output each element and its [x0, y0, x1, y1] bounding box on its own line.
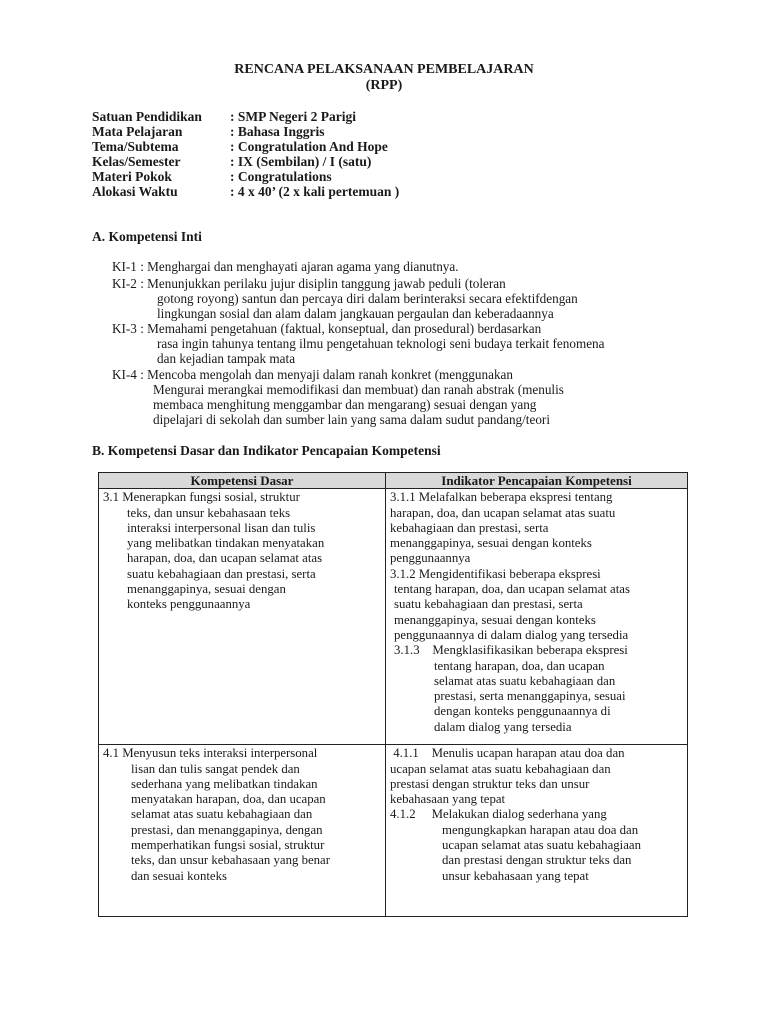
indicator-line: dengan konteks penggunaannya di [434, 704, 611, 719]
identity-value: : Bahasa Inggris [230, 124, 325, 139]
kd-line: sederhana yang melibatkan tindakan [131, 776, 318, 791]
indicator-line: 4.1.2 Melakukan dialog sederhana yang [390, 807, 607, 822]
indicator-line: penggunaannya [390, 551, 471, 566]
identity-value: : 4 x 40’ (2 x kali pertemuan ) [230, 184, 400, 199]
indicator-cell [386, 745, 688, 917]
identity-label: Satuan Pendidikan [92, 109, 202, 124]
indicator-line: harapan, doa, dan ucapan selamat atas suatu [390, 505, 616, 520]
identity-label: Alokasi Waktu [92, 184, 178, 199]
indicator-line: dalam dialog yang tersedia [434, 719, 572, 734]
kd-indicator-table [98, 472, 688, 917]
kd-line: menyatakan harapan, doa, dan ucapan [131, 792, 326, 807]
ki-line: KI-3 : Memahami pengetahuan (faktual, konseptual, dan prosedural) berdasarkan [112, 321, 542, 336]
table-row [99, 745, 688, 917]
identity-label: Mata Pelajaran [92, 124, 183, 139]
kd-line: 3.1 Menerapkan fungsi sosial, struktur [103, 490, 300, 505]
kd-line: suatu kebahagiaan dan prestasi, serta [127, 566, 316, 581]
kd-line: teks, dan unsur kebahasaan teks [127, 505, 291, 520]
section-a-heading: A. Kompetensi Inti [92, 229, 202, 244]
identity-row [92, 139, 388, 154]
identity-row [92, 154, 371, 169]
indicator-line: tentang harapan, doa, dan ucapan [434, 658, 605, 673]
indicator-line: 3.1.3 Mengklasifikasikan beberapa ekspresi [394, 643, 628, 658]
identity-label: Tema/Subtema [92, 139, 179, 154]
table-row [99, 489, 688, 745]
indicator-line: suatu kebahagiaan dan prestasi, serta [394, 597, 583, 612]
ki-line: KI-4 : Mencoba mengolah dan menyaji dalam ranah konkret (menggunakan [112, 367, 513, 382]
column-header-kd: Kompetensi Dasar [99, 473, 386, 489]
indicator-line: selamat atas suatu kebahagiaan dan [434, 673, 616, 688]
ki-line: rasa ingin tahunya tentang ilmu pengetahuan teknologi seni budaya terkait fenomena [157, 336, 605, 351]
kd-line: yang melibatkan tindakan menyatakan [127, 536, 325, 551]
ki-line: gotong royong) santun dan percaya diri dalam berinteraksi secara efektifdengan [157, 291, 578, 306]
indicator-line: kebahagiaan dan prestasi, serta [390, 520, 549, 535]
indicator-line: prestasi dengan struktur teks dan unsur [390, 776, 590, 791]
ki-line: lingkungan sosial dan alam dalam jangkauan pergaulan dan keberadaannya [157, 306, 554, 321]
indicator-line: kebahasaan yang tepat [390, 792, 506, 807]
indicator-line: prestasi, serta menanggapinya, sesuai [434, 689, 626, 704]
indicator-line: 3.1.2 Mengidentifikasi beberapa ekspresi [390, 566, 601, 581]
ki-line: KI-2 : Menunjukkan perilaku jujur disiplin tanggung jawab peduli (toleran [112, 276, 506, 291]
section-b-heading: B. Kompetensi Dasar dan Indikator Pencapaian Kompetensi [92, 443, 441, 458]
identity-row [92, 109, 356, 124]
identity-row [92, 169, 332, 184]
kd-line: dan sesuai konteks [131, 868, 227, 883]
ki-line: membaca menghitung menggambar dan mengarang) sesuai dengan yang [153, 397, 537, 412]
indicator-line: 4.1.1 Menulis ucapan harapan atau doa dan [390, 746, 625, 761]
identity-label: Materi Pokok [92, 169, 172, 184]
identity-value: : IX (Sembilan) / I (satu) [230, 154, 372, 169]
indicator-line: unsur kebahasaan yang tepat [442, 868, 589, 883]
kd-line: selamat atas suatu kebahagiaan dan [131, 807, 313, 822]
table-header-row [99, 473, 688, 489]
identity-row [92, 124, 325, 139]
document-subtitle: (RPP) [365, 78, 403, 93]
column-header-indicator: Indikator Pencapaian Kompetensi [386, 473, 688, 489]
identity-row [92, 184, 399, 199]
indicator-line: tentang harapan, doa, dan ucapan selamat atas [394, 582, 630, 597]
ki-line: dan kejadian tampak mata [157, 351, 296, 366]
identity-value: : Congratulation And Hope [230, 139, 388, 154]
kd-line: prestasi, dan menanggapinya, dengan [131, 822, 323, 837]
identity-value: : SMP Negeri 2 Parigi [230, 109, 356, 124]
indicator-line: penggunaannya di dalam dialog yang tersedia [394, 627, 629, 642]
indicator-line: ucapan selamat atas suatu kebahagiaan dan [390, 761, 611, 776]
kd-line: harapan, doa, dan ucapan selamat atas [127, 551, 323, 566]
kd-line: lisan dan tulis sangat pendek dan [131, 761, 300, 776]
indicator-line: menanggapinya, sesuai dengan konteks [390, 536, 592, 551]
identity-label: Kelas/Semester [92, 154, 181, 169]
identity-value: : Congratulations [230, 169, 332, 184]
indicator-line: mengungkapkan harapan atau doa dan [442, 822, 639, 837]
ki-line: dipelajari di sekolah dan sumber lain yang sama dalam sudut pandang/teori [153, 412, 550, 427]
ki-line: KI-1 : Menghargai dan menghayati ajaran agama yang dianutnya. [112, 259, 459, 274]
indicator-cell [386, 489, 688, 745]
indicator-line: ucapan selamat atas suatu kebahagiaan [442, 838, 641, 853]
indicator-line: dan prestasi dengan struktur teks dan [442, 853, 632, 868]
kd-line: interaksi interpersonal lisan dan tulis [127, 520, 316, 535]
indicator-line: menanggapinya, sesuai dengan konteks [394, 612, 596, 627]
kd-cell [99, 745, 386, 917]
kd-line: teks, dan unsur kebahasaan yang benar [131, 853, 330, 868]
document-title: RENCANA PELAKSANAAN PEMBELAJARAN [234, 62, 534, 77]
kd-line: 4.1 Menyusun teks interaksi interpersonal [103, 746, 318, 761]
indicator-line: 3.1.1 Melafalkan beberapa ekspresi tentang [390, 490, 613, 505]
kd-line: menanggapinya, sesuai dengan [127, 582, 286, 597]
kd-line: konteks penggunaannya [127, 597, 251, 612]
kd-cell [99, 489, 386, 745]
ki-line: Mengurai merangkai memodifikasi dan membuat) dan ranah abstrak (menulis [153, 382, 564, 397]
kd-line: memperhatikan fungsi sosial, struktur [131, 838, 325, 853]
